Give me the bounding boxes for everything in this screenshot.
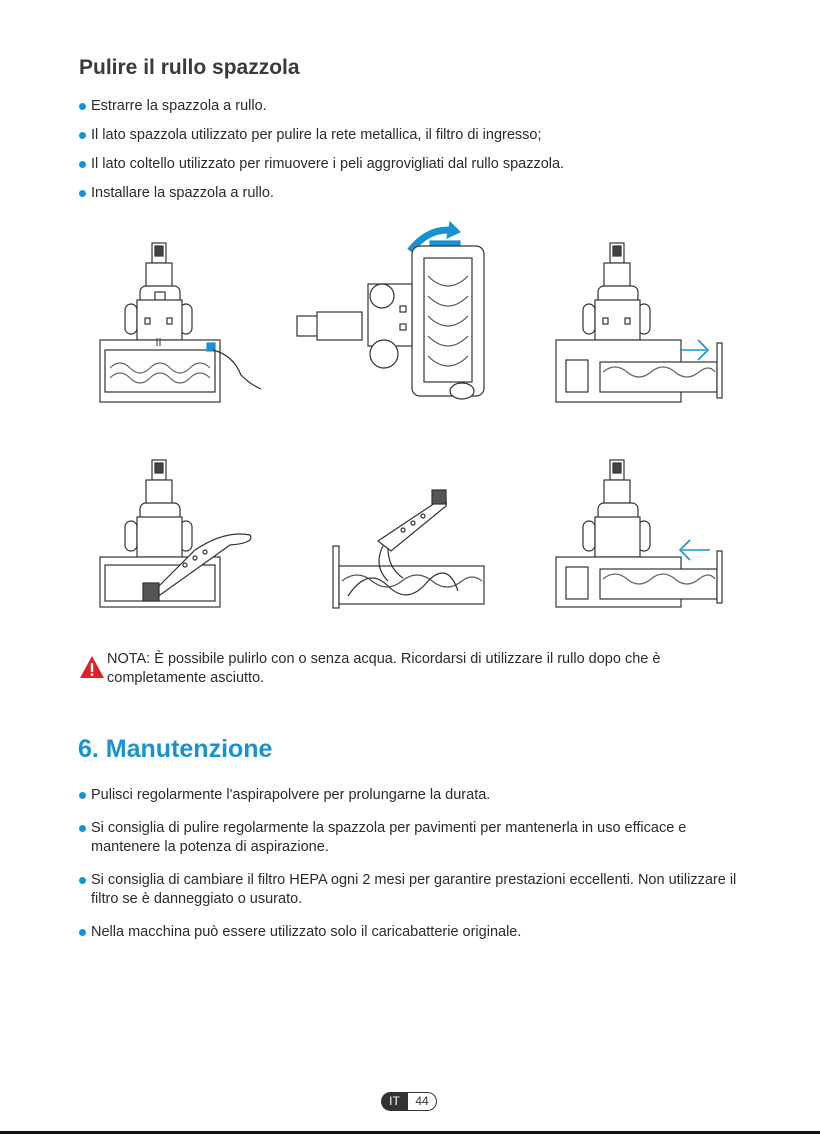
illustration-cleaning-tool-head [95, 455, 270, 610]
illustration-open-cover [292, 216, 502, 411]
bullet-icon [79, 877, 86, 884]
list-item: Si consiglia di cambiare il filtro HEPA ogni 2 mesi per garantire prestazioni eccellenti. Non utilizzare il filtro se è danneggiato o usurato. [79, 871, 759, 909]
list-item: Il lato coltello utilizzato per rimuovere i peli aggrovigliati dal rullo spazzola. [79, 154, 564, 183]
bullet-icon [79, 792, 86, 799]
section-title: Pulire il rullo spazzola [79, 56, 300, 79]
list-item: Si consiglia di pulire regolarmente la spazzola per pavimenti per mantenerla in uso efficace e mantenere la potenza di aspirazione. [79, 819, 759, 857]
instruction-list [79, 96, 564, 212]
list-item: Il lato spazzola utilizzato per pulire la rete metallica, il filtro di ingresso; [79, 125, 564, 154]
illustration-install-roller [548, 455, 728, 610]
language-label: IT [381, 1092, 408, 1111]
page-number-badge [381, 1092, 437, 1111]
list-item: Installare la spazzola a rullo. [79, 183, 564, 212]
list-item: Estrarre la spazzola a rullo. [79, 96, 564, 125]
page-number: 44 [408, 1092, 437, 1111]
maintenance-list [79, 786, 759, 956]
bullet-icon [79, 929, 86, 936]
bullet-icon [79, 132, 86, 139]
bullet-icon [79, 825, 86, 832]
illustration-remove-roller [95, 238, 270, 408]
illustration-cut-hair [328, 486, 493, 611]
warning-icon [79, 655, 105, 679]
bullet-icon [79, 161, 86, 168]
section-heading: 6. Manutenzione [78, 735, 273, 763]
bullet-icon [79, 190, 86, 197]
note-text: NOTA: È possibile pulirlo con o senza acqua. Ricordarsi di utilizzare il rullo dopo che è completamente asciutto. [107, 651, 661, 686]
illustration-slide-out-roller [548, 238, 728, 408]
list-item: Nella macchina può essere utilizzato solo il caricabatterie originale. [79, 923, 759, 942]
list-item: Pulisci regolarmente l'aspirapolvere per prolungarne la durata. [79, 786, 759, 805]
bullet-icon [79, 103, 86, 110]
bottom-rule [0, 1131, 820, 1134]
